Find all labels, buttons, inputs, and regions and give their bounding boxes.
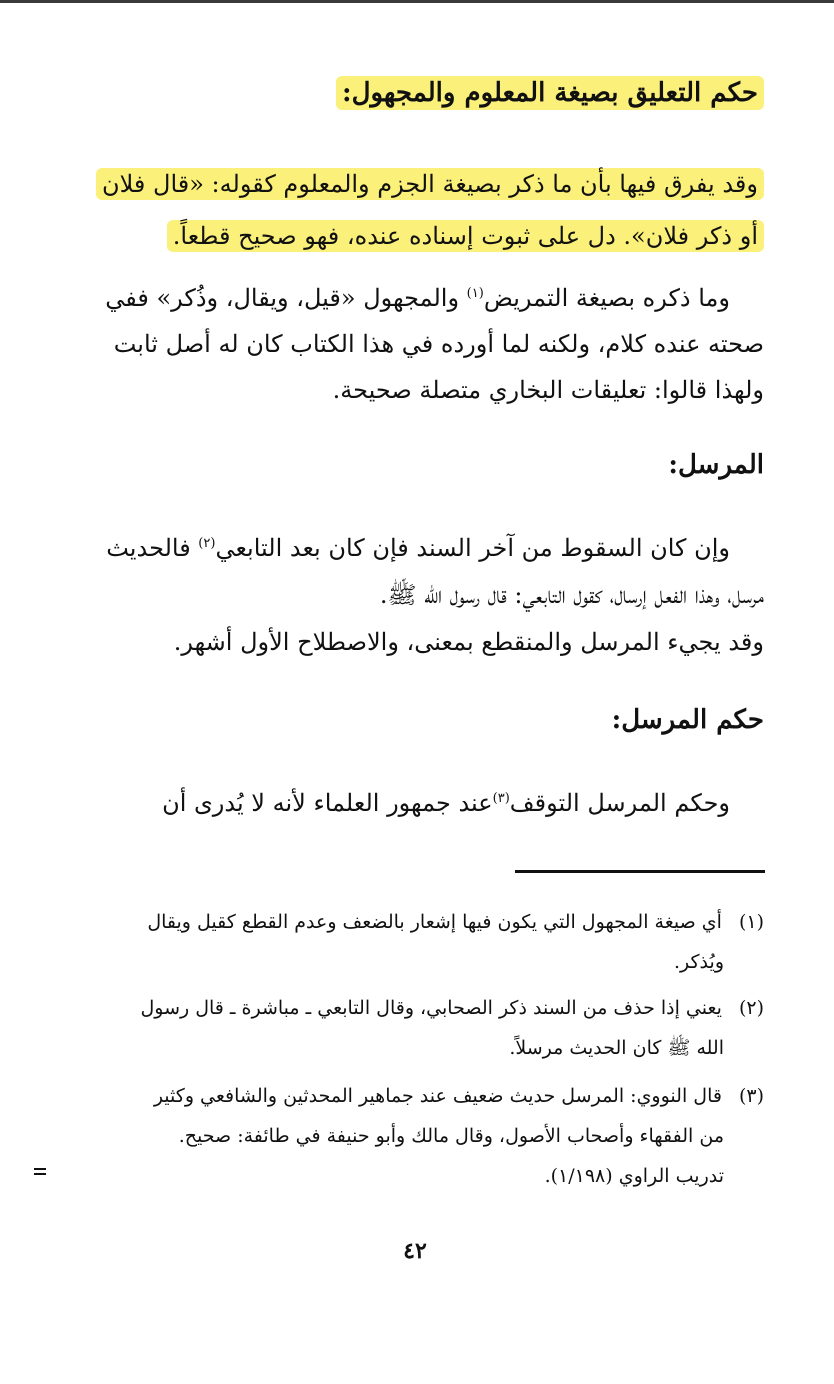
- paragraph-line: وإن كان السقوط من آخر السند فإن كان بعد التابعي$^{(٢)}$ فالحديث: [106, 534, 730, 562]
- footnote-text: من الفقهاء وأصحاب الأصول، وقال مالك وأبو حنيفة في طائفة: صحيح.: [178, 1125, 724, 1147]
- paragraph-hukm-mursal: [64, 780, 764, 826]
- paragraph-line: وما ذكره بصيغة التمريض$^{(١)}$ والمجهول «قيل، ويقال، وذُكر» ففي: [105, 284, 730, 312]
- footnote-text: قال النووي: المرسل حديث ضعيف عند جماهير المحدثين والشافعي وكثير: [153, 1085, 722, 1107]
- highlighted-heading: حكم التعليق بصيغة المعلوم والمجهول:: [336, 76, 764, 110]
- paragraph-line: وحكم المرسل التوقف$^{(٣)}$عند جمهور العلماء لأنه لا يُدرى أن: [162, 789, 730, 817]
- footnote-number: (٢): [738, 997, 764, 1019]
- footnote-text: الله ﷺ كان الحديث مرسلاً.: [509, 1037, 724, 1059]
- highlighted-line-2: أو ذكر فلان». دل على ثبوت إسناده عنده، فهو صحيح قطعاً.: [167, 220, 764, 252]
- footnote-number: (١): [738, 911, 764, 933]
- footnote-number: (٣): [738, 1085, 764, 1107]
- paragraph-tamrid: [64, 275, 764, 413]
- footnote-ref-3[interactable]: (٣): [492, 791, 510, 806]
- footnote-text: يعني إذا حذف من السند ذكر الصحابي، وقال التابعي ـ مباشرة ـ قال رسول: [140, 997, 722, 1019]
- paragraph-line: صحته عنده كلام، ولكنه لما أورده في هذا الكتاب كان له أصل ثابت: [113, 330, 764, 358]
- page-number: ٤٢: [403, 1238, 427, 1264]
- footnote-1: [64, 902, 764, 982]
- footnote-ref-1[interactable]: (١): [466, 286, 484, 301]
- paragraph-mursal: [64, 525, 764, 666]
- footnote-ref-2[interactable]: (٢): [198, 536, 216, 551]
- highlighted-paragraph: [64, 158, 764, 262]
- footnote-separator: [515, 870, 765, 873]
- footnote-text: تدريب الراوي (١/١٩٨).: [544, 1165, 724, 1187]
- section-heading-ta3liq: [64, 78, 764, 108]
- highlighted-line-1: وقد يفرق فيها بأن ما ذكر بصيغة الجزم والمعلوم كقوله: «قال فلان: [96, 168, 764, 200]
- footnote-text: ويُذكر.: [673, 951, 724, 973]
- section-heading-mursal: المرسل:: [668, 450, 764, 480]
- section-heading-hukm-mursal: حكم المرسل:: [611, 705, 764, 735]
- footnote-text: أي صيغة المجهول التي يكون فيها إشعار بالضعف وعدم القطع كقيل ويقال: [147, 911, 722, 933]
- footnote-3: [64, 1076, 764, 1196]
- paragraph-line: مرسل، وهذا الفعل إرسال، كقول التابعي: قال رسول الله ﷺ.: [379, 581, 764, 609]
- margin-equals-mark: [34, 1168, 46, 1176]
- footnote-2: [64, 988, 764, 1068]
- paragraph-line: ولهذا قالوا: تعليقات البخاري متصلة صحيحة.: [332, 376, 764, 404]
- paragraph-line: وقد يجيء المرسل والمنقطع بمعنى، والاصطلاح الأول أشهر.: [173, 628, 764, 656]
